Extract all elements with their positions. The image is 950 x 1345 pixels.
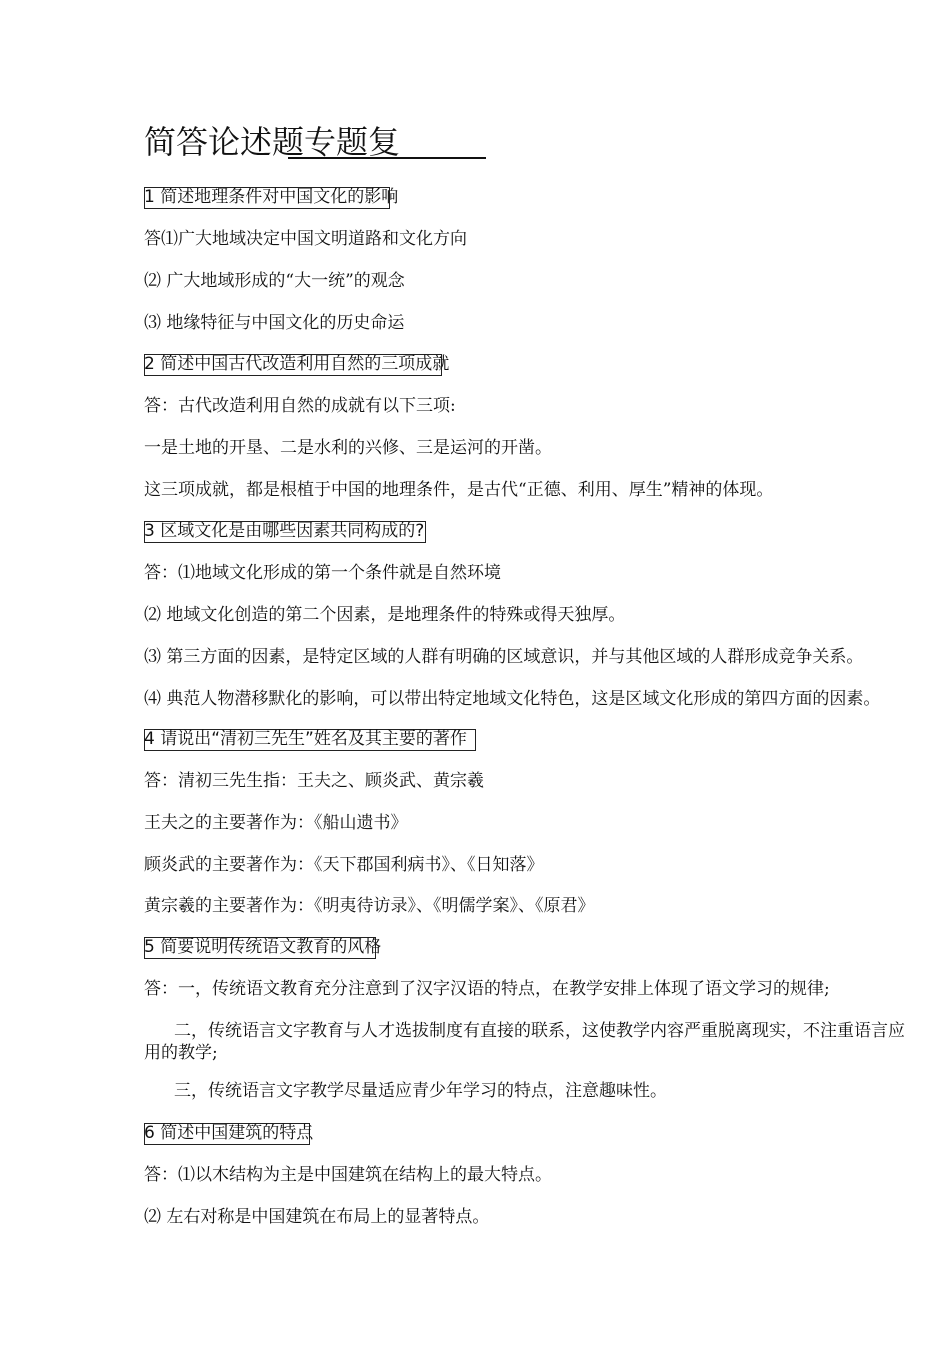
question-3: 3 区域文化是由哪些因素共同构成的? [144, 521, 425, 541]
answer-line: 答：一，传统语文教育充分注意到了汉字汉语的特点，在教学安排上体现了语文学习的规律; [144, 979, 830, 999]
question-5: 5 简要说明传统语文教育的风格 [144, 937, 382, 957]
answer-line: 答：⑴地域文化形成的第一个条件就是自然环境 [144, 563, 501, 583]
answer-paragraph: 二，传统语言文字教育与人才选拔制度有直接的联系，这使教学内容严重脱离现实，不注重语言应用的教学; [144, 1021, 905, 1063]
page-title: 简答论述题专题复 [144, 123, 401, 161]
answer-line: 答⑴广大地域决定中国文明道路和文化方向 [144, 229, 467, 249]
answer-line: ⑵ 地域文化创造的第二个因素，是地理条件的特殊或得天独厚。 [144, 605, 626, 625]
question-4: 4 请说出“清初三先生”姓名及其主要的著作 [144, 729, 467, 749]
answer-line: 答：⑴以木结构为主是中国建筑在结构上的最大特点。 [144, 1165, 552, 1185]
answer-line: ⑶ 第三方面的因素，是特定区域的人群有明确的区域意识，并与其他区域的人群形成竞争关系。 [144, 647, 864, 667]
answer-line: ⑶ 地缘特征与中国文化的历史命运 [144, 313, 405, 333]
title-underline [288, 157, 486, 159]
question-6: 6 简述中国建筑的特点 [144, 1123, 314, 1143]
answer-line: 顾炎武的主要著作为：《天下郡国利病书》、《日知落》 [144, 855, 544, 875]
answer-line: 这三项成就，都是根植于中国的地理条件，是古代“正德、利用、厚生”精神的体现。 [144, 480, 774, 500]
question-2: 2 简述中国古代改造利用自然的三项成就 [144, 354, 450, 374]
answer-line: 答：清初三先生指：王夫之、顾炎武、黄宗羲 [144, 771, 484, 791]
answer-line: 三，传统语言文字教学尽量适应青少年学习的特点，注意趣味性。 [174, 1081, 667, 1101]
answer-line: 黄宗羲的主要著作为：《明夷待访录》、《明儒学案》、《原君》 [144, 896, 595, 916]
answer-line: ⑵ 广大地域形成的“大一统”的观念 [144, 271, 405, 291]
answer-line: 答：古代改造利用自然的成就有以下三项: [144, 396, 456, 416]
answer-line: ⑷ 典范人物潜移默化的影响，可以带出特定地域文化特色，这是区域文化形成的第四方面的因素。 [144, 689, 881, 709]
answer-line: ⑵ 左右对称是中国建筑在布局上的显著特点。 [144, 1207, 490, 1227]
answer-line: 一是土地的开垦、二是水利的兴修、三是运河的开凿。 [144, 438, 552, 458]
question-1: 1 简述地理条件对中国文化的影响 [144, 187, 399, 207]
answer-line: 王夫之的主要著作为：《船山遗书》 [144, 813, 408, 833]
